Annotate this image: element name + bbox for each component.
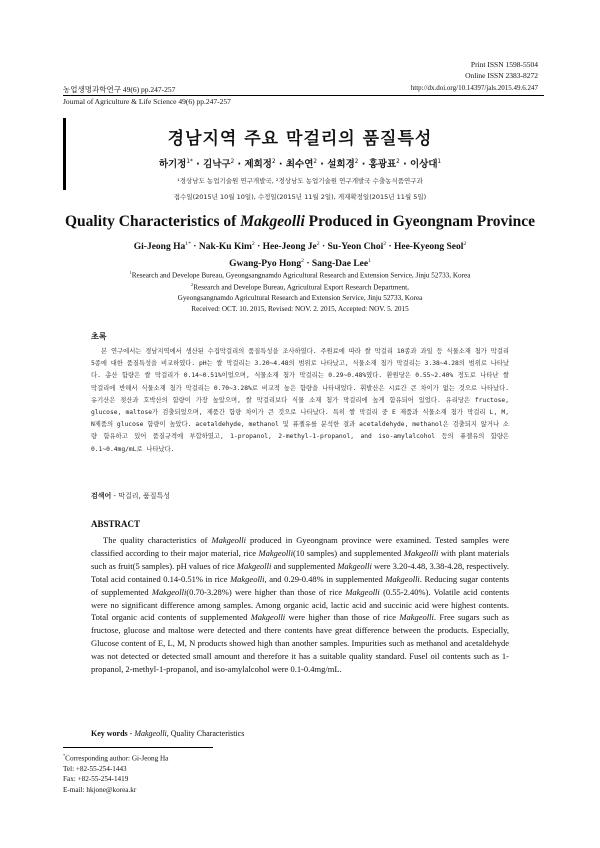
author-separator: · [303,258,312,269]
author-separator: · [254,242,263,253]
ko-author-name: 김낙구 [203,159,231,170]
en-author-sup: 2 [463,241,467,247]
abstract-en-segment: (10 samples) and supplemented [293,547,404,558]
abstract-en-segment: , and 0.29-0.48% in supplemented [264,573,386,584]
ko-author-sup: 2 [271,158,276,165]
author-separator: · [234,159,245,170]
en-author-name: Hee-Kyeong Seol [393,242,464,253]
abstract-en-italic-term: Makgeolli [403,547,439,558]
ko-author-name: 최수연 [285,159,314,170]
abstract-en-segment: were 3.20-4.48, 3.38-4.28, respectively. Total acid contained 0.14-0.51% in rice [91,560,510,584]
en-author-sup: 1* [185,241,191,247]
journal-header-ko: 농업생명과학연구 49(6) pp.247-257 [63,85,176,94]
abstract-en-italic-term: Makgeolli [250,612,286,623]
keywords-english: Key words - Makgeolli, Quality Characteristics [91,729,245,738]
authors-english [0,238,600,271]
affiliation-english [0,268,600,303]
abstract-en-heading: ABSTRACT [91,519,141,529]
doi-link[interactable]: http://dx.doi.org/10.14397/jals.2015.49.6.247 [410,84,538,92]
issn-block [465,60,538,81]
title-en-italic: Makgeolli [240,213,305,230]
abstract-en-segment: with plant materials such as fruit(5 samples). pH values of rice [91,547,509,571]
ko-author-sup: 1* [186,158,193,165]
en-author-sup: 2 [316,241,320,247]
footnote-tel: Tel: +82-55-254-1443 [63,764,127,773]
en-author-name: Hee-Jeong Je [262,242,317,253]
keywords-ko-label: 검색어 [91,492,112,500]
author-separator: · [319,242,328,253]
keywords-ko-value: - 막걸리, 품질특성 [113,492,171,500]
abstract-en-segment: (0.55-2.40%). Volatile acid contents were no significant difference among samples. Among organic acid, lactic acid and succinic acid were highest contents. Total organic acid contents of supplemented [91,586,509,623]
ko-author-sup: 2 [354,158,359,165]
abstract-en-italic-term: Makgeolli [345,586,380,597]
author-separator: · [317,159,328,170]
abstract-en-segment: produced in Gyeongnam province were examined. Tested samples were classified according to their major material, rice [91,535,509,558]
header-rule [63,95,544,96]
dates-korean: 접수일(2015년 10월 10일), 수정일(2015년 11월 2일), 게재확정일(2015년 11월 5일) [173,193,427,201]
en-author-sup: 2 [251,241,255,247]
keywords-en-label: Key words [91,729,128,738]
affiliation-en-line-1: $^1$Research and Develope Bureau, Gyeongsangnamdo Agricultural Research and Extension Service, Jinju 52733, Korea [129,270,471,280]
abstract-en-segment: (0.70-3.28%) were higher than those of rice [186,586,346,597]
affiliation-en-line-3: Gyeongsangnamdo Agricultural Research and Extension Service, Jinju 52733, Korea [177,293,423,302]
en-author-sup: 1 [368,257,371,264]
footnote-corresponding: *Corresponding author: Gi-Jeong Ha [63,753,169,763]
ko-author-name: 제희정 [244,159,272,170]
abstract-en-italic-term: Makgeolli [258,547,294,558]
author-separator: · [399,159,411,170]
footnote [63,751,168,795]
ko-author-name: 홍광표 [368,159,397,170]
keywords-en-italic: Makgeolli [134,729,167,738]
footnote-fax: Fax: +82-55-254-1419 [63,775,129,784]
ko-author-name: 이상대 [410,159,438,170]
print-issn: Print ISSN 1598-5504 [470,60,538,69]
en-author-name: Gi-Jeong Ha [133,242,186,253]
author-separator: · [190,242,199,253]
ko-author-name: 하기정 [158,159,187,170]
abstract-en-segment: The quality characteristics of [103,535,212,545]
author-separator: · [386,242,394,253]
abstract-en-italic-term: Makgeolli [337,560,372,571]
abstract-en-text [91,534,509,676]
author-separator: · [275,159,286,170]
abstract-ko-heading: 초록 [91,332,107,341]
ko-author-sup: 2 [313,158,317,165]
author-separator: · [358,159,369,170]
title-en-pre: Quality Characteristics of [64,213,241,230]
ko-author-sup: 1 [437,158,442,165]
footnote-rule [63,747,213,748]
abstract-en-italic-term: Makgeolli [211,535,246,545]
ko-author-sup: 2 [396,158,400,165]
ko-author-name: 설희경 [327,159,355,170]
en-author-name: Gwang-Pyo Hong [229,258,302,269]
abstract-en-italic-term: Makgeolli [385,573,420,584]
received-dates: Received: OCT. 10. 2015, Revised: NOV. 2. 2015, Accepted: NOV. 5. 2015 [191,305,409,313]
footnote-email[interactable]: E-mail: hkjone@korea.kr [63,785,137,794]
journal-header-en: Journal of Agriculture & Life Science 49(6) pp.247-257 [63,97,231,106]
en-author-name: Sang-Dae Lee [311,258,369,269]
authors-korean [0,156,600,170]
en-author-name: Su-Yeon Choi [327,242,384,253]
keywords-en-rest: , Quality Characteristics [166,729,245,738]
abstract-en-italic-term: Makgeolli [399,612,434,623]
affiliation-korean: ¹경상남도 농업기술원 연구개발국, ²경상남도 농업기술원 연구개발국 수출농식품연구과 [177,177,423,185]
abstract-en-italic-term: Makgeolli [151,586,187,597]
abstract-en-segment: and supplemented [271,560,338,571]
en-author-name: Nak-Ku Kim [198,242,252,253]
keywords-korean [91,491,170,501]
author-separator: · [192,159,204,170]
en-author-sup: 2 [383,241,387,247]
title-en-post: Produced in Gyeongnam Province [304,213,535,230]
ko-author-sup: 2 [230,158,235,165]
abstract-en-segment: . Reducing sugar contents of supplemented [91,573,509,597]
authors-english-line-1 [0,238,600,255]
abstract-en-segment: were higher than those of rice [285,612,400,623]
abstract-en-italic-term: Makgeolli [230,573,265,584]
abstract-en-segment: . Free sugars such as fructose, glucose and maltose were detected and there contents have great difference between the products. Especially, Glucose content of E, L, M, N products showed high than another samples. Impurities such as methanol and acetaldehyde was not detected or detected small amount and therefore it has a suitable quality standard. Fusel oil contents such as 1-propanol, 2-methyl-1-propanol, and iso-amylalcohol were 0.1-0.4mg/mL. [91,612,509,675]
title-korean: 경남지역 주요 막걸리의 품질특성 [167,129,433,149]
abstract-en-italic-term: Makgeolli [236,560,272,571]
affiliation-en-line-2: $^2$Research and Develope Bureau, Agricultural Export Research Department, [191,282,409,292]
title-english [0,213,600,231]
abstract-ko-text: 본 연구에서는 경남지역에서 생산된 수집막걸리의 품질특성을 조사하였다. 주원료에 따라 쌀 막걸리 10종과 과일 등 식물소재 첨가 막걸리 5종에 대한 품질특성을 비교하였다. pH는 쌀 막걸리는 3.20~4.48의 범위로 나타났고, 식물소재 첨가 막걸리는 3.38~4.28의 범위로 나타났다. 총산 함량은 쌀 막걸리가 0.14~0.51%이었으며, 식물소재 첨가 막걸리는 0.29~0.48%였다. 환원당은 0.55~2.40% 정도로 나타난 쌀 막걸리에 반해서 식물소재 첨가 막걸리는 0.70~3.28%로 비교적 높은 함량을 나타내었다. 휘발산은 시료간 큰 차이가 없는 것으로 나타났다. 유기산은 젖산과 호박산의 함량이 가장 높았으며, 쌀 막걸리보다 식물 소재 첨가 막걸리에 높게 함유되어 있었다. 유리당은 fructose, glucose, maltose가 검출되었으며, 제품간 함량 차이가 큰 것으로 나타났다. 특히 쌀 막걸리 중 E 제품과 식물소재 첨가 막걸리 L, M, N제품의 glucose 함량이 높았다. acetaldehyde, methanol 및 퓨젤유를 분석한 결과 acetaldehyde, methanol은 검출되지 않거나 소량 함유하고 있어 품질규격에 부합하였고, 1-propanol, 2-methyl-1-propanol, and iso-amylalcohol 등의 퓨젤유의 함량은 0.1~0.4mg/mL로 나타났다. [91,348,509,453]
online-issn: Online ISSN 2383-8272 [465,70,538,80]
en-author-sup: 2 [301,257,304,264]
